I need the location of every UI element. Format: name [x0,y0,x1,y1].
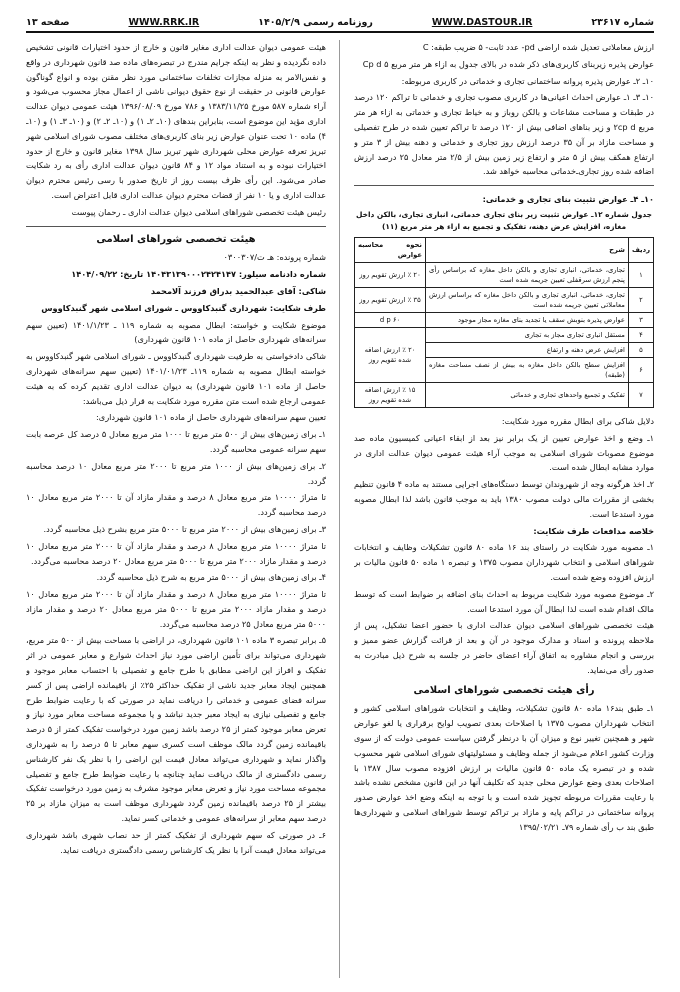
cell-calculation: ۲۰ ٪ ارزش اضافه شده تقویم روز [355,327,426,382]
paragraph: خلاصه مدافعات طرف شکایت: [533,525,654,536]
table-row [355,262,654,287]
col-header-row-number: ردیف [628,237,653,262]
paragraph: تعیین سهم سرانه‌های شهرداری حاصل از ماده ۱۰۱ قانون شهرداری: [96,412,326,423]
table-row [355,382,654,407]
cell-description: افزایش عرض دهنه و ارتفاع [426,342,629,357]
site-url-dastour[interactable]: WWW.DASTOUR.IR [431,17,533,28]
issue-number: شماره ۲۳۶۱۷ [591,17,654,28]
paragraph: ۲ـ موضوع مصوبه مورد شکایت مربوط به احداث بنای اضافه بر ضوابط است که توسط مالک اقدام شده است لذا ابطال آن مورد استدعا است. [354,588,654,614]
right-column [354,40,654,978]
gazette-date: روزنامه رسمی ۱۴۰۵/۲/۹ [258,17,373,28]
paragraph: تا متراژ ۱۰۰۰۰ متر مربع معادل ۸ درصد و مقدار مازاد آن تا ۲۰۰۰ متر مربع معادل ۱۰ درصد و مقدار مازاد ۲۰۰۰ متر مربع تا ۵۰۰۰ متر مربع معادل ۲۰ درصد محاسبه می‌گردد. [26,540,326,566]
fees-table [354,237,654,408]
table-caption: جدول شماره ۱۲ـ عوارض تثبیت زیر بنای تجاری خدماتی، انباری تجاری، بالکن داخل مغازه، افزایش عرض دهنه، تفکیک و تجمیع به ازاء هر متر مربع (۱۱) [356,209,652,231]
section-title: ۱۰ـ ۴ـ عوارض تثبیت بنای تجاری و خدماتی: [482,194,654,205]
cell-row-number: ۳ [628,312,653,327]
paragraph: تا متراژ ۱۰۰۰۰ متر مربع معادل ۸ درصد و مقدار مازاد آن تا ۲۰۰۰ متر مربع معادل ۱۰ درصد و مقدار مازاد ۲۰۰۰ متر مربع تا ۵۰۰۰ متر مربع معادل ۲۰ درصد و مقدار مازاد ۵۰۰۰ متر مربع معادل ۲۵ درصد محاسبه می‌گردد. [26,589,326,629]
respondent: طرف شکایت: شهرداری گنبدکاووس ـ شورای اسلامی شهر گنبدکاووس [41,302,326,313]
cell-row-number: ۶ [628,357,653,382]
left-column [26,40,326,978]
case-number: شماره پرونده: هـ ت/۰۳۰۰۳۰۷ [223,252,326,263]
paragraph: ۶ـ در صورتی که سهم شهرداری از تفکیک کمتر از حد نصاب شهری باشد شهرداری می‌تواند معادل قیمت آنرا با نظر یک کارشناس رسمی دادگستری دریافت نماید. [26,829,326,855]
cell-row-number: ۷ [628,382,653,407]
formula-line: ارزش معاملاتی تعدیل شده اراضی pd- عدد ثابت- ۵ ضریب طبقه: C [422,42,654,52]
section-heading: رأی هیئت تخصصی شوراهای اسلامی [413,684,595,696]
table-header-row [355,237,654,262]
cell-description: مستقل انباری تجاری مجاز به تجاری [426,327,629,342]
cell-description: عوارض پذیره بنوبش سقف یا تجدید بنای مغازه مجاز موجود [426,312,629,327]
complainant: شاکی: آقای عبدالحمید بدراق فرزند آلامحمد [150,285,326,296]
divider [354,185,654,186]
file-number: شماره دادنامه سیلور: ۱۴۰۴۳۱۳۹۰۰۰۲۴۲۴۱۴۷ تاریخ: ۱۴۰۴/۰۹/۲۲ [71,269,326,280]
paragraph: هیئت تخصصی شوراهای اسلامی دیوان عدالت اداری با حضور اعضا تشکیل، پس از ملاحظه پرونده و اسناد و مدارک موجود در آن و بعد از قرائت گزارش عضو ممیز و بررسی و انجام مشاوره به اتفاق آراء اعضای حاضر در جلسه به شرح ذیل مبادرت به صدور رأی می‌نماید. [354,620,654,675]
paragraph: ۱ـ مصوبه مورد شکایت در راستای بند ۱۶ ماده ۸۰ قانون تشکیلات وظایف و انتخابات شوراهای اسلامی و انتخاب شهرداران مصوب ۱۳۷۵ و تبصره ۱ ماده ۵۰ قانون مالیات بر ارزش افزوده وضع شده است. [354,542,654,582]
table-row [355,287,654,312]
paragraph: تا متراژ ۱۰۰۰۰ متر مربع معادل ۸ درصد و مقدار مازاد آن تا ۲۰۰۰ متر مربع معادل ۱۰ درصد محاسبه گردد. [26,492,326,518]
cell-description: تجاری، خدماتی، انباری تجاری و بالکن داخل مغازه که براساس رأی پنجم ارزش سرقفلی تعیین جریمه شده است [426,262,629,287]
paragraph: هیئت عمومی دیوان عدالت اداری مغایر قانون و خارج از حدود اختیارات قانونی تشخیص داده نگردیده و نظر به اینکه جرایم مندرج در تبصره‌های ماده صد قانون شهرداری در واقع و نفس‌الامر به منزله مجازات تخلفات ساختمانی مورد نظر مقنن بوده و انواع گوناگون عوارض قانونی در حقیقت از نوع حقوق دیوانی ناشی از اعمال مجاز محسوب می‌شود و آراء شماره ۵۸۷ مورخ ۱۳۸۳/۱۱/۲۵ و ۷۸۶ مورخ ۱۳۹۶/۰۸/۰۹ هیئت عمومی دیوان عدالت اداری مؤید این موضوع است، بنابراین بندهای (۱۰ـ ۲ـ ۱) و (۱۰ـ ۲ـ ۲) و (۱۰ـ ۳ـ ۱) و (۱۰ـ ۴) ماده ۱۰ تحت عنوان عوارض زیر بنای کاربری‌های مختلف مصوب شورای اسلامی شهر تبریز تعرفه عوارض محلی شهرداری شهر تبریز سال ۱۳۹۸ مغایر قانون و خارج از حدود اختیارات نبوده و به استناد مواد ۱۲ و ۸۴ قانون دیوان عدالت اداری رأی به رد شکایت صادر می‌شود. این رأی ظرف بیست روز از تاریخ صدور با رسی رئیس محترم دیوان عدالت اداری و یا ۱۰ نفر از قضات محترم دیوان عدالت اداری قابل اعتراض است. [26,42,326,200]
cell-row-number: ۱ [628,262,653,287]
paragraph: ۱ـ وضع و اخذ عوارض تعیین از یک برابر نیز بعد از ابقاء اعیانی کمیسیون ماده صد موضوع مصوبات شورای اسلامی به موجب آراء هیئت عمومی دیوان عدالت اداری در موارد مشابه ابطال شده است. [354,432,654,473]
cell-row-number: ۵ [628,342,653,357]
cell-calculation: ۳۵ ٪ ارزش تقویم روز [355,287,426,312]
site-url-rrk[interactable]: WWW.RRK.IR [128,17,200,28]
paragraph: ۲ـ برای زمین‌های بیش از ۱۰۰۰ متر مربع تا ۲۰۰۰ متر مربع معادل ۱۰ درصد محاسبه گردد. [26,460,326,486]
cell-calculation: ۲۰ ٪ ارزش تقویم روز [355,262,426,287]
cell-description: افزایش سطح بالکن داخل مغازه به بیش از نصف مساحت مغازه (طبقه) [426,357,629,382]
col-header-calculation: نحوه محاسبه عوارض [355,237,426,262]
column-divider [339,40,340,978]
paragraph: ۵ـ برابر تبصره ۳ ماده ۱۰۱ قانون شهرداری، در اراضی با مساحت بیش از ۵۰۰ متر مربع، شهرداری می‌تواند برای تأمین اراضی مورد نیاز احداث شوارع و معابر عمومی در اثر تفکیک و افراز این اراضی مطابق با طرح جامع و تفصیلی با احتساب معابر موجود و همچنین ایجاد معابر جدید ناشی از تفکیک حداکثر ۲۵٪ از باقیمانده اراضی پس از کسر سرانه فضای عمومی و خدماتی را دریافت نماید در صورتی که با رعایت ضوابط طرح جامع و تفصیلی نیازی به ایجاد معبر جدید نباشد و یا مجموعه مساحت معابر مورد نیاز و تعرض معابر موجود کمتر از ۲۵ درصد باشد زمین مورد درخواست تفکیک کمتر از ۵ درصد باقیمانده زمین گردد مالک موظف است کسری سهم معابر تا ۵ درصد را به شهرداری واگذار نماید و شهرداری می‌تواند معادل قیمت این اراضی را با نظر یک نفر کارشناس رسمی دادگستری از مالک دریافت نماید چنانچه با رعایت ضوابط طرح جامع و تفصیلی مجموعه مساحت مورد نیاز و تعرض معابر موجود مشرف به زمین مورد درخواست تفکیک بیشتر از ۲۵ درصد باقیمانده زمین گردد شهرداری موظف است به میزان مازاد بر ۲۵ درصد سهم معابر از سرانه‌های عمومی و خدماتی کسر نماید. [26,635,326,824]
paragraph: ۲ـ اخذ هرگونه وجه از شهروندان توسط دستگاه‌های اجرایی مستند به ماده ۴ قانون تنظیم بخشی از مقررات مالی دولت مصوب ۱۳۸۰ باید به موجب قانون باشد لذا ابطال مصوبه مورد استدعا است. [354,479,654,519]
cell-calculation: ۶۰ d p [355,312,426,327]
formula-desc: عوارض پذیره زیربنای کاربری‌های ذکر شده در بالای جدول به ازاء هر متر مربع Cp d ۵ [362,58,654,69]
page-number: صفحه ۱۳ [26,17,70,28]
cell-row-number: ۲ [628,287,653,312]
paragraph: ۱۰ـ ۲ـ عوارض پذیره پروانه ساختمانی تجاری و خدماتی در کاربری مربوطه: [401,75,654,86]
paragraph: ۴ـ برای زمین‌های بیش از ۵۰۰۰ متر مربع به شرح ذیل محاسبه گردد. [96,572,326,583]
col-header-description: شرح [426,237,629,262]
paragraph: ۱ـ طبق بند۱۶ ماده ۸۰ قانون تشکیلات، وظایف و انتخابات شوراهای اسلامی کشور و انتخاب شهرداران مصوب ۱۳۷۵ با اصلاحات بعدی تصویب لوایح برقراری یا لغو عوارض شهر و همچنین تغییر نوع و میزان آن با درنظر گرفتن سیاست عمومی دولت که از سوی وزارت کشور اعلام می‌شود از جمله وظایف و مسئولیتهای شورای اسلامی شهر محسوب شده و در تبصره یک ماده ۵۰ قانون مالیات بر ارزش افزوده مصوب سال ۱۳۸۷ با اصلاحات بعدی وضع عوارض محلی جدید که تکلیف آنها در این قانون مشخص نشده باشد با رعایت مقررات مربوطه تجویز شده است و با توجه به اینکه وضع اخذ عوارض صدور پروانه ساختمانی در تراکم پایه و مازاد بر تراکم توسط شوراهای اسلامی و شهرداری‌ها طبق بند ب رأی شماره ۷۹ـ ۱۳۹۵/۰۲/۲۱ [354,703,654,832]
divider [26,226,326,227]
table-row [355,327,654,342]
page-header [26,8,654,33]
paragraph: دلایل شاکی برای ابطال مقرره مورد شکایت: [501,415,654,426]
cell-description: تفکیک و تجمیع واحدهای تجاری و خدماتی [426,382,629,407]
signature-line: رئیس هیئت تخصصی شوراهای اسلامی دیوان عدالت اداری ـ رحمان پیوست [71,206,326,217]
subject: موضوع شکایت و خواسته: ابطال مصوبه به شماره ۱۱۹ ـ ۱۴۰۱/۱/۲۳ (تعیین سهم سرانه‌های شهرداری حاصل از ماده ۱۰۱ قانون شهرداری) [26,319,326,345]
cell-description: تجاری، خدماتی، انباری تجاری و بالکن داخل مغازه که براساس ارزش معاملاتی تعیین جریمه شده است [426,287,629,312]
section-heading: هیئت تخصصی شوراهای اسلامی [96,233,256,245]
table-row [355,312,654,327]
cell-row-number: ۴ [628,327,653,342]
paragraph: ۱ـ برای زمین‌های بیش از ۵۰۰ متر مربع تا ۱۰۰۰ متر مربع معادل ۵ درصد کل عرصه بابت سهم سرانه عمومی محاسبه گردد. [26,429,326,454]
paragraph: ۳ـ برای زمین‌های بیش از ۲۰۰۰ متر مربع تا ۵۰۰۰ متر مربع بشرح ذیل محاسبه گردد. [43,523,326,534]
paragraph: شاکی دادخواستی به طرفیت شهرداری گنبدکاووس ـ شورای اسلامی شهر گنبدکاووس به خواسته ابطال مصوبه به شماره ۱۱۹ـ ۱۴۰۱/۰۱/۲۳ (تعیین سهم سرانه‌های شهرداری حاصل از ماده ۱۰۱ قانون شهرداری) به دیوان عدالت اداری تقدیم کرده که به هیئت عمومی ارجاع شده است متن مقرره مورد شکایت به قرار ذیل می‌باشد: [26,351,326,406]
paragraph: ۱۰ـ ۳ـ ۱ـ عوارض احداث اعیانی‌ها در کاربری مصوب تجاری و خدماتی تا تراکم ۱۲۰ درصد در طبقات و مساحت مشاعات و بالکن روباز و به خیاط تجاری و خدماتی به ازاء هر متر مربع ۲cp d و زیر بناهای اضافی بیش از ۱۲۰ درصد تا تراکم تعیین شده در طرح تفصیلی و مساحت مازاد بر آن ۳۵ درصد ارزش روز تجاری و خدماتی و دهنه بیش از ۳ متر و ارتفاع همکف بیش از ۵ متر و ارتفاع زیر زمین بیش از ۲/۵ متر معادل ۲۵ درصد ارزش اضافه شده روز تجاری‌ـ‌خدماتی محاسبه خواهد شد. [354,92,654,177]
cell-calculation: ۱۵ ٪ ارزش اضافه شده تقویم روز [355,382,426,407]
